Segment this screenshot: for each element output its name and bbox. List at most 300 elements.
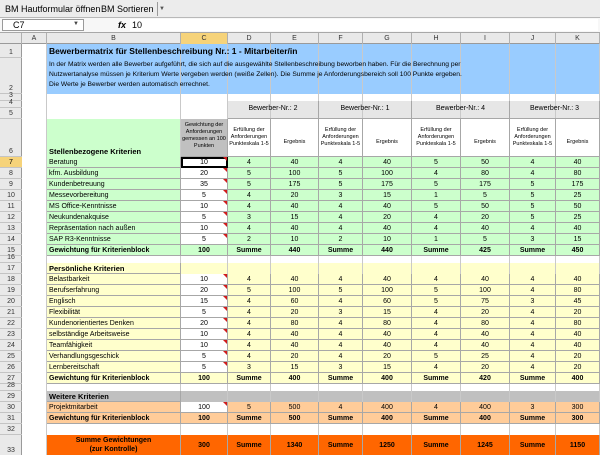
fulfilment-score: 4 bbox=[412, 340, 461, 351]
row-header-22[interactable]: 22 bbox=[0, 318, 22, 329]
row-header-9[interactable]: 9 bbox=[0, 179, 22, 190]
column-header-i[interactable]: I bbox=[461, 33, 510, 44]
sum-label: Summe bbox=[412, 245, 461, 256]
intro-line: Die Werte je Bewerber werden automatisch errechnet. bbox=[49, 81, 210, 88]
comment-marker-icon bbox=[223, 329, 227, 333]
result-value: 80 bbox=[461, 318, 510, 329]
fulfilment-score: 4 bbox=[228, 307, 271, 318]
row-header-23[interactable]: 23 bbox=[0, 329, 22, 340]
row-header-4[interactable]: 4 bbox=[0, 101, 22, 108]
grand-sum-value: 1340 bbox=[271, 435, 319, 455]
fulfilment-score: 4 bbox=[228, 340, 271, 351]
result-value: 50 bbox=[461, 157, 510, 168]
sum-value: 300 bbox=[556, 413, 600, 424]
custom-toolbar bbox=[0, 0, 600, 18]
fulfilment-score: 5 bbox=[412, 179, 461, 190]
row-header-28[interactable]: 28 bbox=[0, 384, 22, 391]
sum-label: Summe bbox=[319, 245, 363, 256]
result-value: 45 bbox=[556, 296, 600, 307]
fulfilment-score: 3 bbox=[510, 234, 556, 245]
sum-value: 440 bbox=[363, 245, 412, 256]
column-header-f[interactable]: F bbox=[319, 33, 363, 44]
row-header-21[interactable]: 21 bbox=[0, 307, 22, 318]
sum-label: Summe bbox=[319, 413, 363, 424]
weight-column-header: Gewichtung der Anforderungen gemessen an 100 Punkten bbox=[181, 119, 228, 157]
fulfilment-score: 4 bbox=[412, 307, 461, 318]
fulfilment-score: 3 bbox=[510, 402, 556, 413]
result-value: 40 bbox=[461, 340, 510, 351]
row-header-13[interactable]: 13 bbox=[0, 223, 22, 234]
result-value: 10 bbox=[363, 234, 412, 245]
block-total-weight: 100 bbox=[181, 373, 228, 384]
grand-sum-value: 1150 bbox=[556, 435, 600, 455]
fulfilment-score: 4 bbox=[412, 212, 461, 223]
result-value: 20 bbox=[556, 362, 600, 373]
row-header-12[interactable]: 12 bbox=[0, 212, 22, 223]
intro-line: Nutzwertanalyse müssen je Kriterium Werte vergeben werden (weiße Zellen). Die Summe je Anforderungsbereich soll 100 Punkte ergeben. bbox=[49, 71, 462, 78]
fulfilment-score: 4 bbox=[510, 168, 556, 179]
fulfilment-score: 5 bbox=[319, 179, 363, 190]
weight-input[interactable]: 15 bbox=[181, 296, 228, 307]
applicant-header: Bewerber-Nr.: 2 bbox=[228, 101, 319, 119]
criterion-label: Englisch bbox=[47, 296, 181, 307]
comment-marker-icon bbox=[223, 318, 227, 322]
comment-marker-icon bbox=[223, 362, 227, 366]
fulfilment-score: 4 bbox=[412, 223, 461, 234]
fulfilment-score: 4 bbox=[510, 285, 556, 296]
row-header-32[interactable]: 32 bbox=[0, 424, 22, 435]
result-column-header: Ergebnis bbox=[461, 119, 510, 157]
weight-input[interactable]: 20 bbox=[181, 318, 228, 329]
result-value: 500 bbox=[271, 402, 319, 413]
row-header-19[interactable]: 19 bbox=[0, 285, 22, 296]
fulfilment-score: 5 bbox=[412, 201, 461, 212]
block-total-weight: 100 bbox=[181, 413, 228, 424]
fulfilment-column-header: Erfüllung der Anforderungen Punkteskala 1-5 bbox=[228, 119, 271, 157]
comment-marker-icon bbox=[223, 296, 227, 300]
sum-label: Summe bbox=[510, 373, 556, 384]
result-value: 5 bbox=[461, 190, 510, 201]
result-value: 20 bbox=[271, 190, 319, 201]
row-header-15[interactable]: 15 bbox=[0, 245, 22, 256]
result-value: 400 bbox=[363, 402, 412, 413]
fulfilment-score: 4 bbox=[510, 307, 556, 318]
sum-value: 425 bbox=[461, 245, 510, 256]
weight-input[interactable]: 20 bbox=[181, 168, 228, 179]
result-value: 40 bbox=[363, 201, 412, 212]
column-header-a[interactable]: A bbox=[22, 33, 47, 44]
fulfilment-score: 5 bbox=[319, 285, 363, 296]
result-value: 100 bbox=[271, 168, 319, 179]
weight-input[interactable]: 5 bbox=[181, 307, 228, 318]
sum-value: 420 bbox=[461, 373, 510, 384]
fulfilment-score: 3 bbox=[319, 362, 363, 373]
fulfilment-score: 4 bbox=[412, 318, 461, 329]
comment-marker-icon bbox=[223, 340, 227, 344]
column-header-c[interactable]: C bbox=[181, 33, 228, 44]
result-value: 15 bbox=[271, 362, 319, 373]
criterion-label: Belastbarkeit bbox=[47, 274, 181, 285]
result-value: 100 bbox=[271, 285, 319, 296]
result-value: 15 bbox=[556, 234, 600, 245]
comment-marker-icon bbox=[223, 307, 227, 311]
row-header-8[interactable]: 8 bbox=[0, 168, 22, 179]
weight-input[interactable]: 5 bbox=[181, 362, 228, 373]
result-value: 175 bbox=[461, 179, 510, 190]
sum-label: Summe bbox=[228, 245, 271, 256]
comment-marker-icon bbox=[223, 168, 227, 172]
fulfilment-score: 4 bbox=[319, 223, 363, 234]
row-header-2[interactable]: 2 bbox=[0, 58, 22, 94]
block3-heading: Weitere Kriterien bbox=[47, 391, 181, 402]
block-total-label: Gewichtung für Kriterienblock bbox=[47, 413, 181, 424]
fulfilment-score: 5 bbox=[228, 179, 271, 190]
fulfilment-column-header: Erfüllung der Anforderungen Punkteskala 1-5 bbox=[319, 119, 363, 157]
weight-input[interactable]: 35 bbox=[181, 179, 228, 190]
result-value: 80 bbox=[556, 318, 600, 329]
result-value: 15 bbox=[363, 307, 412, 318]
fulfilment-score: 1 bbox=[412, 234, 461, 245]
grand-total-label-line2: (zur Kontrolle) bbox=[89, 446, 138, 453]
fulfilment-score: 4 bbox=[510, 351, 556, 362]
column-headers bbox=[0, 33, 600, 44]
result-value: 100 bbox=[363, 168, 412, 179]
weight-input[interactable]: 5 bbox=[181, 234, 228, 245]
result-value: 20 bbox=[461, 212, 510, 223]
fulfilment-score: 4 bbox=[319, 402, 363, 413]
fulfilment-score: 5 bbox=[510, 179, 556, 190]
formula-bar bbox=[0, 18, 600, 33]
weight-input[interactable]: 5 bbox=[181, 351, 228, 362]
result-value: 10 bbox=[271, 234, 319, 245]
grand-total-label bbox=[47, 435, 181, 455]
chevron-down-icon[interactable]: ▼ bbox=[73, 21, 79, 27]
fulfilment-score: 4 bbox=[228, 190, 271, 201]
weight-input[interactable]: 5 bbox=[181, 190, 228, 201]
block1-heading: Stellenbezogene Kriterien bbox=[49, 147, 142, 156]
row-header-18[interactable]: 18 bbox=[0, 274, 22, 285]
fulfilment-score: 3 bbox=[228, 212, 271, 223]
sum-label: Summe bbox=[412, 413, 461, 424]
result-value: 175 bbox=[363, 179, 412, 190]
fulfilment-score: 3 bbox=[510, 296, 556, 307]
criterion-label: kfm. Ausbildung bbox=[47, 168, 181, 179]
weight-input[interactable]: 10 bbox=[181, 329, 228, 340]
fulfilment-score: 4 bbox=[228, 351, 271, 362]
row-header-17[interactable]: 17 bbox=[0, 263, 22, 274]
result-value: 100 bbox=[461, 285, 510, 296]
fulfilment-score: 4 bbox=[319, 296, 363, 307]
comment-marker-icon bbox=[223, 157, 227, 161]
block-total-label: Gewichtung für Kriterienblock bbox=[47, 373, 181, 384]
fulfilment-score: 4 bbox=[228, 318, 271, 329]
fulfilment-score: 1 bbox=[412, 190, 461, 201]
grand-sum-label: Summe bbox=[319, 435, 363, 455]
fulfilment-score: 4 bbox=[319, 340, 363, 351]
row-header-11[interactable]: 11 bbox=[0, 201, 22, 212]
comment-marker-icon bbox=[223, 234, 227, 238]
comment-marker-icon bbox=[223, 201, 227, 205]
row-header-30[interactable]: 30 bbox=[0, 402, 22, 413]
criterion-label: Projektmitarbeit bbox=[47, 402, 181, 413]
comment-marker-icon bbox=[223, 212, 227, 216]
weight-input[interactable]: 10 bbox=[181, 274, 228, 285]
row-header-29[interactable]: 29 bbox=[0, 391, 22, 402]
result-value: 40 bbox=[271, 340, 319, 351]
result-value: 40 bbox=[363, 340, 412, 351]
result-value: 40 bbox=[461, 223, 510, 234]
fulfilment-score: 5 bbox=[228, 285, 271, 296]
result-value: 300 bbox=[556, 402, 600, 413]
fulfilment-score: 3 bbox=[228, 362, 271, 373]
result-value: 175 bbox=[271, 179, 319, 190]
result-value: 25 bbox=[556, 212, 600, 223]
fulfilment-score: 4 bbox=[510, 318, 556, 329]
row-header-10[interactable]: 10 bbox=[0, 190, 22, 201]
criterion-label: Teamfähigkeit bbox=[47, 340, 181, 351]
comment-marker-icon bbox=[223, 223, 227, 227]
result-value: 40 bbox=[556, 223, 600, 234]
sum-label: Summe bbox=[510, 413, 556, 424]
weight-input[interactable]: 10 bbox=[181, 201, 228, 212]
weight-input[interactable]: 20 bbox=[181, 285, 228, 296]
result-value: 80 bbox=[363, 318, 412, 329]
fulfilment-score: 5 bbox=[510, 201, 556, 212]
result-value: 40 bbox=[363, 157, 412, 168]
comment-marker-icon bbox=[223, 402, 227, 406]
column-header-k[interactable]: K bbox=[556, 33, 600, 44]
block2-heading: Persönliche Kriterien bbox=[47, 263, 181, 274]
weight-input[interactable]: 10 bbox=[181, 223, 228, 234]
result-column-header: Ergebnis bbox=[556, 119, 600, 157]
fulfilment-column-header: Erfüllung der Anforderungen Punkteskala 1-5 bbox=[412, 119, 461, 157]
row-header-1[interactable]: 1 bbox=[0, 44, 22, 58]
select-all-corner[interactable] bbox=[0, 33, 22, 44]
sum-value: 500 bbox=[271, 413, 319, 424]
result-column-header: Ergebnis bbox=[271, 119, 319, 157]
fulfilment-score: 5 bbox=[412, 285, 461, 296]
column-header-g[interactable]: G bbox=[363, 33, 412, 44]
result-value: 80 bbox=[556, 285, 600, 296]
worksheet-grid bbox=[22, 44, 600, 455]
sort-button[interactable]: BM Sortieren bbox=[101, 4, 154, 14]
criterion-label: Kundenbetreuung bbox=[47, 179, 181, 190]
fulfilment-score: 3 bbox=[319, 190, 363, 201]
grand-total-weight: 300 bbox=[181, 435, 228, 455]
fulfilment-score: 4 bbox=[510, 274, 556, 285]
result-value: 40 bbox=[363, 223, 412, 234]
row-header-27[interactable]: 27 bbox=[0, 373, 22, 384]
sum-value: 400 bbox=[363, 413, 412, 424]
fulfilment-score: 4 bbox=[510, 362, 556, 373]
grand-total-label-line1: Summe Gewichtungen bbox=[75, 437, 152, 444]
criterion-label: Berufserfahrung bbox=[47, 285, 181, 296]
row-header-7[interactable]: 7 bbox=[0, 157, 22, 168]
result-value: 400 bbox=[461, 402, 510, 413]
intro-text bbox=[47, 60, 600, 92]
result-value: 20 bbox=[461, 362, 510, 373]
result-value: 20 bbox=[556, 307, 600, 318]
weight-input[interactable]: 100 bbox=[181, 402, 228, 413]
sheet-title: Bewerbermatrix für Stellenbeschreibung Nr.: 1 - Mitarbeiter/in bbox=[49, 46, 298, 56]
result-value: 80 bbox=[271, 318, 319, 329]
row-header-6[interactable]: 6 bbox=[0, 119, 22, 157]
result-value: 40 bbox=[271, 274, 319, 285]
result-value: 175 bbox=[556, 179, 600, 190]
fulfilment-score: 5 bbox=[228, 168, 271, 179]
name-box[interactable]: C7 bbox=[2, 19, 84, 31]
applicant-header: Bewerber-Nr.: 1 bbox=[319, 101, 412, 119]
applicant-header: Bewerber-Nr.: 4 bbox=[412, 101, 510, 119]
criterion-label: Neukundenakquise bbox=[47, 212, 181, 223]
result-value: 40 bbox=[363, 274, 412, 285]
criterion-label: selbständige Arbeitsweise bbox=[47, 329, 181, 340]
toolbar-options-icon[interactable] bbox=[157, 2, 165, 16]
result-value: 40 bbox=[271, 223, 319, 234]
criterion-label: Messevorbereitung bbox=[47, 190, 181, 201]
sum-value: 450 bbox=[556, 245, 600, 256]
result-column-header: Ergebnis bbox=[363, 119, 412, 157]
row-header-5[interactable]: 5 bbox=[0, 108, 22, 119]
fulfilment-score: 4 bbox=[319, 212, 363, 223]
result-value: 40 bbox=[363, 329, 412, 340]
result-value: 40 bbox=[556, 340, 600, 351]
result-value: 60 bbox=[271, 296, 319, 307]
fulfilment-score: 4 bbox=[412, 274, 461, 285]
row-header-24[interactable]: 24 bbox=[0, 340, 22, 351]
fulfilment-score: 4 bbox=[319, 274, 363, 285]
result-value: 75 bbox=[461, 296, 510, 307]
formula-input[interactable]: 10 bbox=[130, 19, 598, 31]
row-header-14[interactable]: 14 bbox=[0, 234, 22, 245]
sum-label: Summe bbox=[319, 373, 363, 384]
result-value: 20 bbox=[363, 212, 412, 223]
row-header-20[interactable]: 20 bbox=[0, 296, 22, 307]
weight-input[interactable]: 10 bbox=[181, 340, 228, 351]
result-value: 5 bbox=[461, 234, 510, 245]
sum-value: 440 bbox=[271, 245, 319, 256]
result-value: 15 bbox=[271, 212, 319, 223]
block-total-label: Gewichtung für Kriterienblock bbox=[47, 245, 181, 256]
comment-marker-icon bbox=[223, 274, 227, 278]
fulfilment-score: 2 bbox=[319, 234, 363, 245]
result-value: 100 bbox=[363, 285, 412, 296]
sum-value: 400 bbox=[556, 373, 600, 384]
function-icon[interactable]: fx bbox=[118, 20, 127, 30]
fulfilment-score: 4 bbox=[228, 296, 271, 307]
intro-line: In der Matrix werden alle Bewerber aufgeführt, die sich auf die ausgewählte Stellenbeschreibung beworben haben. Für die Berechnung per bbox=[49, 61, 461, 68]
fulfilment-score: 4 bbox=[412, 402, 461, 413]
fulfilment-score: 3 bbox=[319, 307, 363, 318]
result-value: 20 bbox=[363, 351, 412, 362]
applicant-header: Bewerber-Nr.: 3 bbox=[510, 101, 600, 119]
fulfilment-score: 5 bbox=[319, 168, 363, 179]
result-value: 20 bbox=[556, 351, 600, 362]
sum-value: 400 bbox=[271, 373, 319, 384]
fulfilment-score: 4 bbox=[510, 157, 556, 168]
fulfilment-score: 2 bbox=[228, 234, 271, 245]
result-value: 20 bbox=[271, 307, 319, 318]
fulfilment-score: 4 bbox=[319, 157, 363, 168]
column-header-e[interactable]: E bbox=[271, 33, 319, 44]
fulfilment-score: 4 bbox=[319, 318, 363, 329]
grand-sum-value: 1245 bbox=[461, 435, 510, 455]
column-header-h[interactable]: H bbox=[412, 33, 461, 44]
result-value: 15 bbox=[363, 362, 412, 373]
comment-marker-icon bbox=[223, 179, 227, 183]
criterion-label: SAP R3-Kenntnisse bbox=[47, 234, 181, 245]
open-form-button[interactable]: BM Hautformular öffnen bbox=[5, 4, 101, 14]
column-header-j[interactable]: J bbox=[510, 33, 556, 44]
result-value: 25 bbox=[556, 190, 600, 201]
fulfilment-score: 5 bbox=[412, 351, 461, 362]
fulfilment-score: 4 bbox=[412, 168, 461, 179]
fulfilment-score: 4 bbox=[228, 274, 271, 285]
result-value: 50 bbox=[461, 201, 510, 212]
comment-marker-icon bbox=[223, 285, 227, 289]
row-header-3[interactable]: 3 bbox=[0, 94, 22, 101]
result-value: 15 bbox=[363, 190, 412, 201]
result-value: 40 bbox=[271, 329, 319, 340]
fulfilment-score: 4 bbox=[228, 157, 271, 168]
sum-label: Summe bbox=[228, 373, 271, 384]
row-header-33[interactable]: 33 bbox=[0, 435, 22, 455]
fulfilment-score: 5 bbox=[412, 296, 461, 307]
sum-label: Summe bbox=[228, 413, 271, 424]
sum-value: 400 bbox=[363, 373, 412, 384]
sum-value: 400 bbox=[461, 413, 510, 424]
comment-marker-icon bbox=[223, 190, 227, 194]
fulfilment-column-header: Erfüllung der Anforderungen Punkteskala 1-5 bbox=[510, 119, 556, 157]
fulfilment-score: 4 bbox=[510, 223, 556, 234]
criterion-label: Beratung bbox=[47, 157, 181, 168]
grand-sum-label: Summe bbox=[228, 435, 271, 455]
fulfilment-score: 4 bbox=[412, 362, 461, 373]
fulfilment-score: 4 bbox=[510, 329, 556, 340]
criterion-label: Repräsentation nach außen bbox=[47, 223, 181, 234]
row-header-31[interactable]: 31 bbox=[0, 413, 22, 424]
result-value: 40 bbox=[271, 157, 319, 168]
column-header-d[interactable]: D bbox=[228, 33, 271, 44]
result-value: 40 bbox=[461, 274, 510, 285]
result-value: 20 bbox=[271, 351, 319, 362]
weight-input[interactable]: 10 bbox=[181, 157, 228, 168]
result-value: 60 bbox=[363, 296, 412, 307]
weight-input[interactable]: 5 bbox=[181, 212, 228, 223]
result-value: 80 bbox=[461, 168, 510, 179]
fulfilment-score: 4 bbox=[319, 201, 363, 212]
block-total-weight: 100 bbox=[181, 245, 228, 256]
sum-label: Summe bbox=[412, 373, 461, 384]
row-header-16[interactable]: 16 bbox=[0, 256, 22, 263]
result-value: 40 bbox=[271, 201, 319, 212]
fulfilment-score: 5 bbox=[412, 157, 461, 168]
result-value: 20 bbox=[461, 307, 510, 318]
fulfilment-score: 4 bbox=[228, 329, 271, 340]
criterion-label: Verhandlungsgeschick bbox=[47, 351, 181, 362]
fulfilment-score: 4 bbox=[319, 329, 363, 340]
criterion-label: Kundenorientiertes Denken bbox=[47, 318, 181, 329]
fulfilment-score: 4 bbox=[228, 201, 271, 212]
result-value: 40 bbox=[556, 157, 600, 168]
criterion-label: Lernbereitschaft bbox=[47, 362, 181, 373]
column-header-b[interactable]: B bbox=[47, 33, 181, 44]
row-header-26[interactable]: 26 bbox=[0, 362, 22, 373]
fulfilment-score: 4 bbox=[319, 351, 363, 362]
row-header-25[interactable]: 25 bbox=[0, 351, 22, 362]
fulfilment-score: 5 bbox=[228, 402, 271, 413]
result-value: 40 bbox=[461, 329, 510, 340]
